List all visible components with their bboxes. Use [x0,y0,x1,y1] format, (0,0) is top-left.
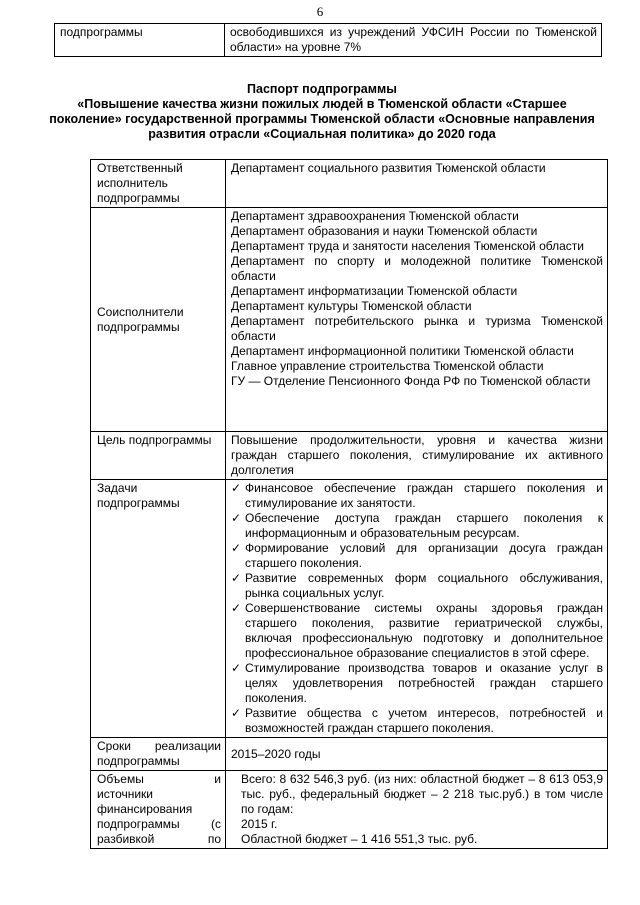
label-word: финансирования [97,802,193,816]
label-word: разбивкой [97,832,155,846]
task-text: Стимулирование производства товаров и оказание услуг в целях удовлетворения потребностей граждан старшего поколения. [245,661,603,705]
funding-value [226,771,608,849]
coexecutors-list [226,208,608,432]
goal-label: Цель подпрограммы [91,432,226,480]
table-row [91,771,608,849]
list-item: Департамент культуры Тюменской области [231,299,472,313]
tasks-list [226,480,608,738]
tasks-label: Задачи подпрограммы [91,480,226,738]
funding-label-line [97,817,221,832]
list-item: ГУ — Отделение Пенсионного Фонда РФ по Тюменской области [231,374,591,388]
table-row [91,480,608,738]
list-item [231,601,603,661]
table-cell-value: освободившихся из учреждений УФСИН России по Тюменской области» на уровне 7% [225,24,602,57]
funding-label-line [97,832,221,847]
checkmark-icon: ✓ [231,511,242,525]
terms-label: Сроки реализации подпрограммы [91,738,226,771]
list-item: Департамент потребительского рынка и туризма Тюменской области [231,314,603,343]
passport-heading: Паспорт подпрограммы [247,82,397,96]
list-item [231,661,603,706]
list-item [231,481,603,511]
table-row [91,432,608,480]
checkmark-icon: ✓ [231,661,242,675]
table-cell-label: подпрограммы [55,24,225,57]
task-text: Совершенствование системы охраны здоровья граждан старшего поколения, развитие гериатрической службы, включая профессиональную подготовку и дополнительное профессиональное образование специалистов в этой сфере. [245,601,603,660]
label-word: и [214,772,221,786]
previous-table-continuation [54,23,602,57]
list-item [231,571,603,601]
label-word: подпрограммы [97,817,180,831]
page-number: 6 [316,4,324,19]
passport-table [90,159,608,849]
funding-label-line [97,802,221,817]
funding-label-line [97,787,221,802]
funding-regional: Областной бюджет – 1 416 551,3 тыс. руб. [241,832,478,846]
funding-label-line [97,772,221,787]
checkmark-icon: ✓ [231,601,242,615]
task-text: Финансовое обеспечение граждан старшего поколения и стимулирование их занятости. [245,481,603,510]
terms-value: 2015–2020 годы [226,738,608,771]
task-text: Развитие современных форм социального обслуживания, рынка социальных услуг. [245,571,603,600]
list-item: Департамент здравоохранения Тюменской области [231,209,519,223]
passport-title [40,82,604,142]
task-text: Развитие общества с учетом интересов, потребностей и возможностей граждан старшего поколения. [245,706,603,735]
responsible-value: Департамент социального развития Тюменской области [226,160,608,208]
funding-year: 2015 г. [241,817,278,831]
subprogram-name: «Повышение качества жизни пожилых людей в Тюменской области «Старшее поколение» государственной программы Тюменской области «Основные направления развития отрасли «Социальная политика» до 2020 года [49,97,595,141]
list-item: Главное управление строительства Тюменской области [231,359,544,373]
responsible-label: Ответственный исполнитель подпрограммы [91,160,226,208]
funding-total: Всего: 8 632 546,3 руб. (из них: областной бюджет – 8 613 053,9 тыс. руб., федеральный бюджет – 2 218 тыс.руб.) в том числе по годам: [241,772,603,816]
label-word: по [207,832,221,846]
label-word: (с [211,817,221,831]
list-item: Департамент по спорту и молодежной политике Тюменской области [231,254,603,283]
list-item [231,511,603,541]
goal-value: Повышение продолжительности, уровня и качества жизни граждан старшего поколения, стимулирование их активного долголетия [226,432,608,480]
label-word: источники [97,787,154,801]
task-text: Формирование условий для организации досуга граждан старшего поколения. [245,541,603,570]
table-row [91,208,608,432]
task-text: Обеспечение доступа граждан старшего поколения к информационным и образовательным ресурсам. [245,511,603,540]
funding-label [91,771,226,849]
table-row [91,738,608,771]
list-item: Департамент образования и науки Тюменской области [231,224,538,238]
list-item: Департамент информатизации Тюменской области [231,284,518,298]
checkmark-icon: ✓ [231,706,242,720]
table-row [91,160,608,208]
list-item: Департамент труда и занятости населения Тюменской области [231,239,584,253]
checkmark-icon: ✓ [231,571,242,585]
list-item: Департамент информационной политики Тюменской области [231,344,574,358]
list-item [231,706,603,736]
coexecutors-label: Соисполнители подпрограммы [91,208,226,432]
checkmark-icon: ✓ [231,541,242,555]
label-word: Объемы [97,772,144,786]
list-item [231,541,603,571]
table-row [55,24,602,57]
checkmark-icon: ✓ [231,481,242,495]
